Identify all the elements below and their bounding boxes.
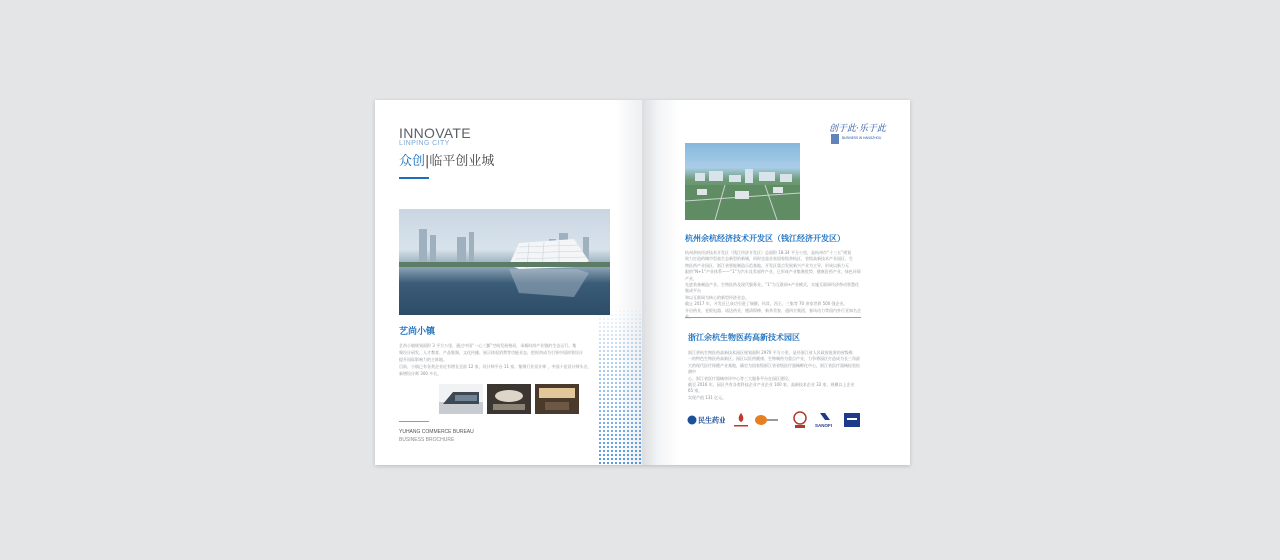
body-line: 致力打造的城市型高生态新型的新城，同时也是首家国家级余杭区、省级高新技术产业园区、生 — [685, 256, 853, 262]
heading-cn-divider: | — [425, 154, 430, 169]
section-title: 艺尚小镇 — [399, 327, 436, 337]
heading-cn — [399, 150, 494, 169]
section-body-biomed — [688, 350, 860, 401]
heading-cn-accent: 众创 — [399, 154, 426, 169]
left-page — [375, 100, 642, 465]
svg-text:SANOFI: SANOFI — [815, 423, 833, 428]
partner-logos — [687, 410, 862, 430]
hero-photo — [399, 209, 610, 315]
body-line: 新增设计师 300 多名。 — [399, 371, 442, 376]
brand-logo — [829, 120, 891, 148]
body-line: 大的现代医疗保健产业基地，确定为国家级浙江省省级医疗器械孵化中心，浙江省医疗器械检验检测中 — [688, 362, 860, 375]
body-line: 实现产值 131 亿元。 — [688, 394, 727, 400]
heading-en: INNOVATE — [399, 125, 471, 141]
body-line: 浙江余杭生物医药高新技术园区规划面积 2970 平方公里，是经浙江省人民政府批准的省级唯 — [688, 350, 853, 355]
brochure-spread — [375, 100, 910, 465]
body-line: 艺尚小镇规划面积 3 平方公里，通过中国“一心三翼”空间发展格局，承载时尚产业链的生态运行。集 — [399, 343, 577, 348]
body-line: 先进装备制造产业、生物医药及现代服务业。“1”为互联网+产业模式，实施互联网经济带动智慧化集成平台 — [685, 282, 860, 294]
body-line: 心、浙江省医疗器械审评中心等三大服务平台在园区建设。 — [688, 375, 792, 381]
svg-text:创于此·乐于此: 创于此·乐于此 — [829, 124, 886, 134]
heading-cn-main: 临平创业城 — [429, 154, 495, 169]
gsk-style-logo — [753, 410, 779, 430]
section-divider — [685, 317, 861, 318]
body-line: 提升国际影响力的主阵地。 — [399, 357, 447, 362]
heading-underline — [399, 177, 429, 179]
body-line: 和以互联网为核心的新型经济业态。 — [685, 294, 749, 300]
body-line: 截至 2016 年，园区共有各类科技企业产业企业 100 家，高新技术企业 32 家，规模以上企业 65 家， — [688, 382, 855, 394]
footer-subtitle: BUSINESS BROCHURE — [399, 437, 455, 443]
section-body — [399, 342, 607, 377]
thumbnail-hall — [535, 384, 579, 414]
body-line: 一的特色生物医药高新区。园区以医药健康、生物制药为重点产业，力争将园区打造成为长三角最 — [688, 356, 860, 362]
section-body-qianjiang — [685, 250, 861, 320]
red-flame-logo — [731, 410, 751, 430]
section-title-biomed: 浙江余杭生物医药高新技术园区 — [688, 333, 800, 342]
svg-text:民生药业: 民生药业 — [698, 416, 725, 425]
right-page — [642, 100, 910, 465]
aerial-city-photo — [685, 143, 800, 220]
square-blue-logo — [843, 410, 861, 430]
heading-subtitle: LINPING CITY — [399, 140, 450, 147]
crest-logo — [791, 410, 809, 430]
body-line: 物医药产业园区、浙江省智能制造示范基地。开发区重点发展新兴产业为主导，形成以新力无 — [685, 262, 849, 268]
svg-text:BUSINESS IN HANGZHOU: BUSINESS IN HANGZHOU — [842, 136, 882, 140]
footer-title: YUHANG COMMERCE BUREAU — [399, 429, 474, 435]
footer-rule — [399, 421, 429, 422]
thumbnail-interior — [487, 384, 531, 414]
body-line: 限的“N+1”产业体系——“1”为汽车及零部件产业，已形成产业集聚优势，健康医药产业，绿色环保产业， — [685, 269, 861, 281]
section-title-qianjiang: 杭州余杭经济技术开发区（钱江经济开发区） — [685, 234, 845, 243]
thumbnail-building — [439, 384, 483, 414]
brand-logo-icon — [829, 120, 891, 148]
sanofi-logo — [813, 410, 837, 430]
body-line: 杭州余杭经济技术开发区（钱江经济开发区）总面积 18.34 平方公里，是杭州市“十三五”规划 — [685, 250, 852, 255]
body-line: 截止 2017 年，开发区已成功引进了瑞健、玛茸、西王、三集等 70 余家世界 500 强企业。 — [685, 301, 848, 307]
body-line: 聚设计研发、人才教育、产品集聚、文化传播、展示体验消费等功能业态，把时尚成为引领中国时装设计 — [399, 350, 583, 355]
body-line: 开启药业，老板电器，诺达药业，德清焊棒，新华美容，通四方集团，春风动力等国内外行业知名企 — [685, 307, 861, 313]
body-line: 目前，小镇已有各类企业近有增长至前 12 家，设计师平台 11 家，集聚行业设计师 ，中国十佳设计师头名， — [399, 364, 592, 369]
minsheng-logo — [687, 410, 725, 430]
dot-pattern-decoration — [598, 305, 642, 465]
